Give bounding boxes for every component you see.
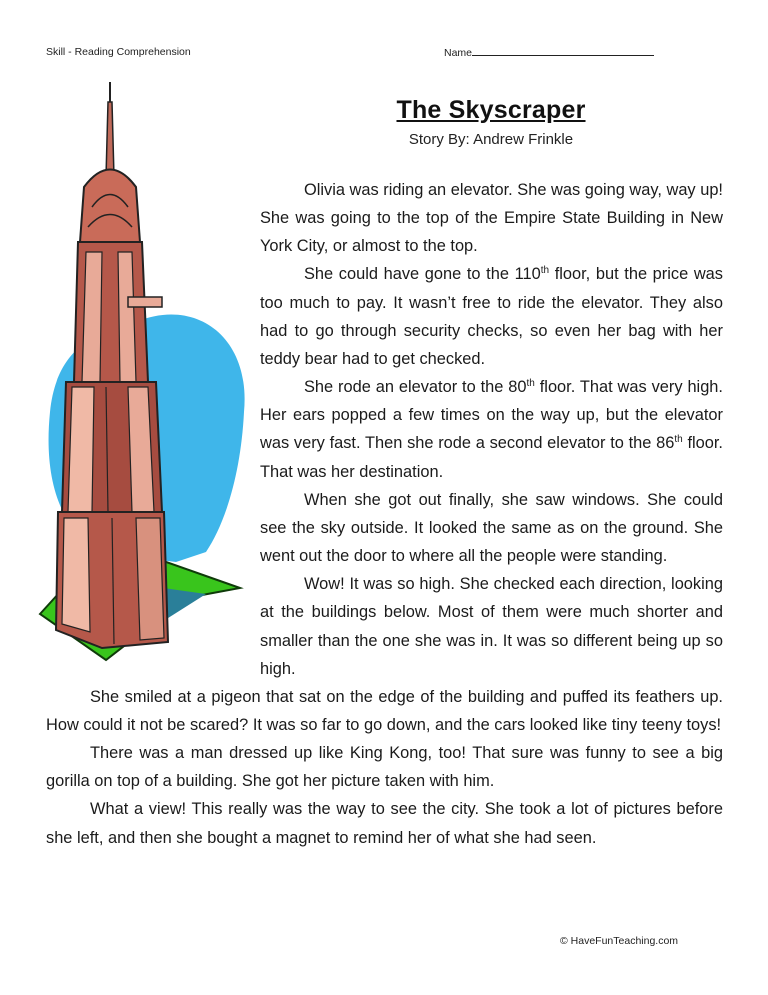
copyright-footer: © HaveFunTeaching.com bbox=[560, 935, 679, 947]
name-field bbox=[444, 46, 654, 59]
name-label: Name bbox=[444, 47, 473, 59]
story-paragraph-2: She could have gone to the 110th floor, but the price was too much to pay. It wasn’t free to ride the elevator. They also had to go through security checks, so even her bag with her teddy bear had to get checked. bbox=[260, 265, 723, 368]
illustration-space bbox=[46, 176, 260, 682]
name-line bbox=[472, 46, 654, 56]
spire-tip bbox=[106, 102, 114, 177]
story-paragraph-6: She smiled at a pigeon that sat on the edge of the building and puffed its feathers up. How could it not be scared? It was so far to go down, and the cars looked like tiny teeny toys! bbox=[46, 687, 723, 734]
story-paragraph-7: There was a man dressed up like King Kong, too! That sure was funny to see a big gorilla on top of a building. She got her picture taken with him. bbox=[46, 744, 723, 791]
page-title: The Skyscraper bbox=[396, 96, 586, 124]
story-paragraph-3: She rode an elevator to the 80th floor. That was very high. Her ears popped a few times on the way up, but the elevator was very fast. Then she rode a second elevator to the 86th floor. That was her destination. bbox=[260, 378, 723, 481]
story-text bbox=[46, 176, 723, 852]
story-byline: Story By: Andrew Frinkle bbox=[408, 131, 574, 148]
story-paragraph-4: When she got out finally, she saw windows. She could see the sky outside. It looked the same as on the ground. She went out the door to where all the people were standing. bbox=[260, 490, 723, 566]
story-paragraph-5: Wow! It was so high. She checked each direction, looking at the buildings below. Most of them were much shorter and smaller than the one she was in. It was so different being up so high. bbox=[260, 575, 723, 678]
story-paragraph-8: What a view! This really was the way to see the city. She took a lot of pictures before she left, and then she bought a magnet to remind her of what she had seen. bbox=[46, 800, 723, 847]
story-paragraph-1: Olivia was riding an elevator. She was going way, way up! She was going to the top of the Empire State Building in New York City, or almost to the top. bbox=[260, 181, 723, 256]
skill-label: Skill - Reading Comprehension bbox=[46, 46, 191, 58]
